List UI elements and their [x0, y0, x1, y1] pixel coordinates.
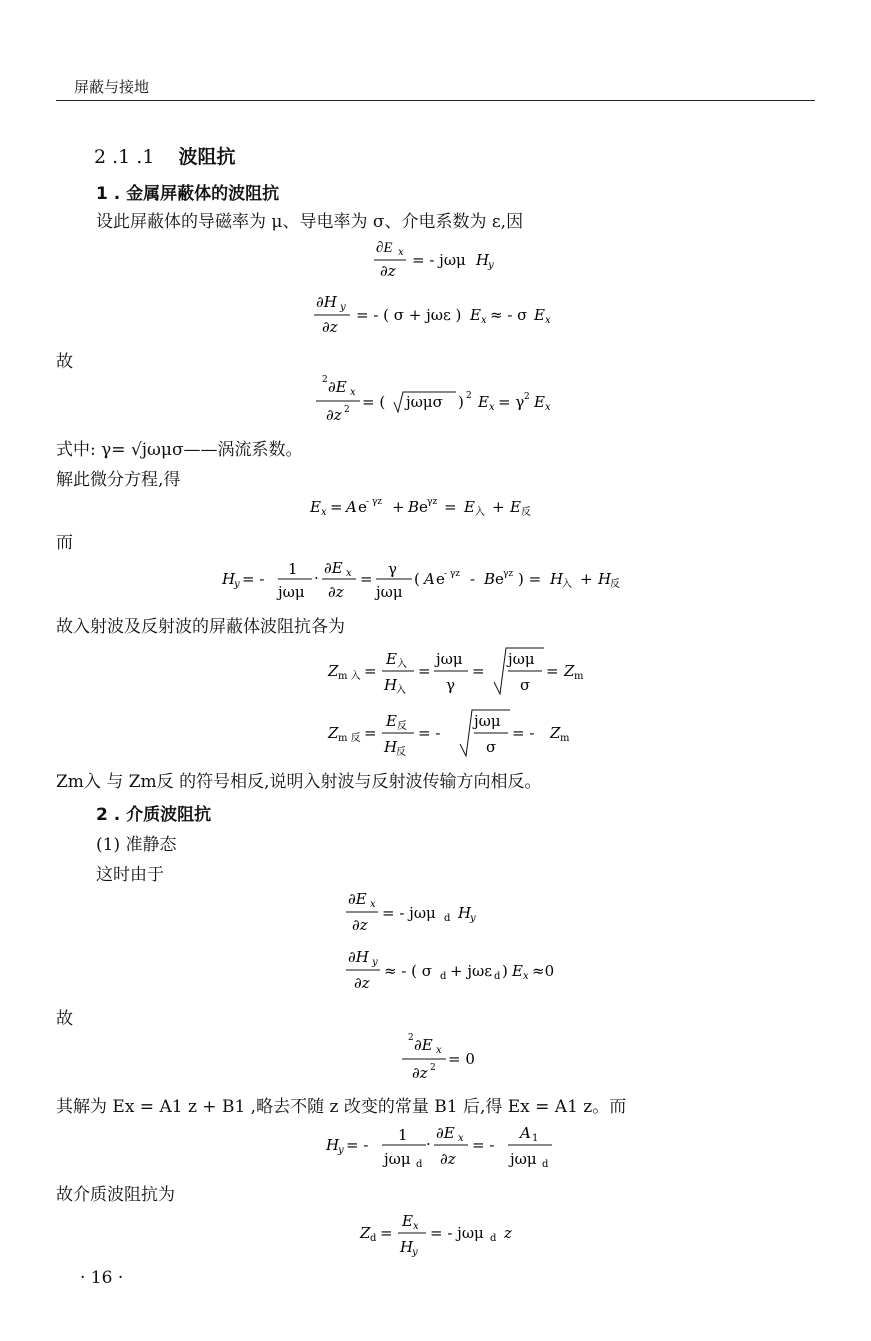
svg-text:jωμσ: jωμσ: [406, 393, 443, 411]
svg-text:=: =: [364, 662, 377, 680]
svg-text:x: x: [370, 899, 376, 910]
svg-text:=: =: [360, 570, 373, 588]
svg-text:d: d: [490, 1233, 497, 1244]
svg-text:∂E: ∂E: [328, 378, 347, 396]
svg-text:d: d: [440, 971, 447, 982]
svg-text:∂H: ∂H: [348, 948, 369, 966]
svg-text:H: H: [222, 570, 236, 588]
svg-text:e: e: [358, 498, 367, 516]
subsection-heading-2: 2 . 介质波阻抗: [96, 805, 212, 825]
svg-text:e: e: [495, 570, 504, 588]
svg-text:反: 反: [610, 579, 620, 590]
svg-text:≈ - ( σ: ≈ - ( σ: [384, 962, 433, 980]
svg-text:= -: = -: [346, 1136, 369, 1154]
svg-text:y: y: [470, 913, 476, 924]
svg-text:=: =: [364, 724, 377, 742]
section-heading: [94, 142, 236, 169]
svg-text:反: 反: [396, 747, 406, 758]
svg-text:E: E: [386, 650, 397, 668]
svg-text:= (: = (: [362, 393, 386, 411]
svg-text:d: d: [370, 1233, 377, 1244]
svg-text:x: x: [350, 387, 356, 398]
svg-text:γz: γz: [503, 569, 514, 579]
svg-text:(: (: [414, 570, 420, 588]
page-number: · 16 ·: [80, 1268, 124, 1288]
svg-text:- γz: - γz: [366, 497, 383, 507]
svg-text:= -: = -: [242, 570, 265, 588]
svg-text:γ: γ: [388, 560, 397, 578]
svg-text:∂z: ∂z: [322, 318, 338, 336]
svg-text:d: d: [416, 1159, 423, 1170]
section-number: 2 .1 .1: [94, 146, 155, 168]
svg-text:2: 2: [322, 375, 328, 385]
subsection-heading-1: 1 . 金属屏蔽体的波阻抗: [96, 184, 280, 204]
equation-3: [310, 372, 570, 424]
svg-text:=: =: [418, 662, 431, 680]
paragraph-solve: 解此微分方程,得: [56, 470, 181, 490]
svg-text:·: ·: [426, 1135, 431, 1153]
svg-text:∂z: ∂z: [412, 1064, 428, 1082]
svg-text:m 入: m 入: [338, 671, 361, 682]
svg-text:E: E: [464, 498, 475, 516]
paragraph-quasi: (1) 准静态: [96, 835, 177, 855]
svg-text:入: 入: [397, 659, 407, 670]
svg-text:∂z: ∂z: [354, 974, 370, 992]
svg-text:= 0: = 0: [448, 1050, 475, 1068]
paragraph-solution: 其解为 Ex = A1 z + B1 ,略去不随 z 改变的常量 B1 后,得 Ex = A1 z。而: [56, 1097, 627, 1117]
svg-text:x: x: [545, 402, 551, 413]
svg-text:x: x: [481, 315, 487, 326]
svg-text:E: E: [534, 393, 545, 411]
svg-text:x: x: [398, 247, 404, 258]
equation-4: [306, 492, 576, 522]
svg-text:·: ·: [314, 569, 319, 587]
equation-10: [396, 1030, 496, 1082]
equation-12: [356, 1208, 536, 1258]
svg-text:y: y: [412, 1247, 418, 1258]
paragraph-gu-1: 故: [56, 352, 73, 372]
svg-text:d: d: [494, 971, 501, 982]
svg-text:Z: Z: [328, 724, 339, 742]
svg-text:x: x: [321, 507, 327, 518]
svg-text:≈0: ≈0: [532, 962, 555, 980]
svg-text:= -: = -: [418, 724, 441, 742]
svg-text:2: 2: [344, 405, 350, 415]
paragraph-since: 这时由于: [96, 865, 164, 885]
svg-text:d: d: [444, 913, 451, 924]
svg-text:σ: σ: [486, 738, 497, 756]
paragraph-medium-intro: 故介质波阻抗为: [56, 1185, 175, 1205]
equation-11: [322, 1120, 562, 1170]
svg-text:) =: ) =: [518, 570, 542, 588]
svg-text:+ jωε: + jωε: [450, 962, 492, 980]
svg-text:E: E: [510, 498, 521, 516]
svg-text:E: E: [512, 962, 523, 980]
svg-text:y: y: [234, 579, 240, 590]
svg-text:σ: σ: [520, 676, 531, 694]
svg-text:jωμ: jωμ: [474, 712, 501, 730]
svg-text:∂H: ∂H: [316, 293, 337, 311]
svg-text:H: H: [550, 570, 564, 588]
equation-2: [306, 290, 576, 336]
svg-text:= γ: = γ: [498, 393, 525, 411]
svg-text:e: e: [419, 498, 428, 516]
paragraph-er: 而: [56, 533, 73, 553]
svg-text:∂z: ∂z: [352, 916, 368, 934]
svg-text:E: E: [534, 306, 545, 324]
svg-text:= - jωμ: = - jωμ: [382, 904, 436, 922]
svg-text:jωμ: jωμ: [436, 650, 463, 668]
svg-text:入: 入: [475, 507, 485, 518]
svg-text:B: B: [408, 498, 420, 516]
equation-5: [218, 556, 658, 604]
svg-text:A: A: [520, 1124, 531, 1142]
svg-text:m: m: [574, 671, 584, 682]
svg-text:x: x: [523, 971, 529, 982]
svg-text:=: =: [546, 662, 559, 680]
svg-text:A: A: [424, 570, 435, 588]
svg-text:A: A: [346, 498, 357, 516]
svg-text:Z: Z: [564, 662, 575, 680]
svg-text:y: y: [338, 1145, 344, 1156]
svg-text:∂E: ∂E: [436, 1124, 455, 1142]
paragraph-gu-2: 故: [56, 1009, 73, 1029]
svg-text:E: E: [478, 393, 489, 411]
svg-text:1: 1: [532, 1133, 539, 1144]
svg-text:=: =: [330, 498, 343, 516]
svg-text:2: 2: [430, 1063, 436, 1073]
svg-text:∂E: ∂E: [376, 240, 393, 256]
svg-text:e: e: [436, 570, 445, 588]
svg-text:- γz: - γz: [444, 569, 461, 579]
svg-text:H: H: [476, 251, 490, 269]
svg-text:1: 1: [398, 1126, 408, 1144]
header-rule: [56, 100, 815, 101]
equation-6: [324, 644, 594, 698]
svg-text:E: E: [402, 1212, 413, 1230]
svg-text:H: H: [384, 738, 398, 756]
svg-text:m 反: m 反: [338, 733, 361, 744]
svg-text:入: 入: [562, 579, 572, 590]
svg-text:H: H: [458, 904, 472, 922]
svg-text:Z: Z: [360, 1224, 371, 1242]
svg-text:E: E: [386, 712, 397, 730]
svg-text:x: x: [489, 402, 495, 413]
svg-text:z: z: [504, 1224, 512, 1242]
svg-text:+: +: [492, 498, 505, 516]
svg-text:): ): [502, 962, 508, 980]
svg-text:y: y: [488, 260, 494, 271]
paragraph-zm-note: Zm入 与 Zm反 的符号相反,说明入射波与反射波传输方向相反。: [56, 772, 542, 792]
running-header: 屏蔽与接地: [74, 78, 150, 96]
section-title: 波阻抗: [178, 146, 236, 168]
svg-text:x: x: [413, 1221, 419, 1232]
svg-text:x: x: [436, 1045, 442, 1056]
svg-text:1: 1: [288, 560, 298, 578]
svg-text:H: H: [400, 1238, 414, 1256]
svg-text:+: +: [580, 570, 593, 588]
svg-text:∂E: ∂E: [414, 1036, 433, 1054]
svg-text:E: E: [470, 306, 481, 324]
svg-text:Z: Z: [550, 724, 561, 742]
svg-text:γ: γ: [446, 676, 455, 694]
svg-text:x: x: [458, 1133, 464, 1144]
equation-1: [360, 236, 510, 280]
svg-text:H: H: [384, 676, 398, 694]
equation-8: [340, 888, 520, 934]
svg-text:反: 反: [397, 721, 407, 732]
paragraph: 设此屏蔽体的导磁率为 μ、导电率为 σ、介电系数为 ε,因: [96, 212, 524, 232]
svg-text:x: x: [545, 315, 551, 326]
svg-text:= - jωμ: = - jωμ: [412, 251, 466, 269]
svg-text:2: 2: [466, 391, 472, 401]
svg-text:2: 2: [408, 1033, 414, 1043]
svg-text:x: x: [346, 568, 352, 579]
svg-text:=: =: [472, 662, 485, 680]
svg-text:∂E: ∂E: [348, 890, 367, 908]
paragraph-where: 式中: γ= √jωμσ——涡流系数。: [56, 440, 303, 460]
svg-text:jωμ: jωμ: [278, 583, 305, 601]
svg-text:∂z: ∂z: [326, 406, 342, 424]
svg-text:+: +: [392, 498, 405, 516]
svg-text:≈ - σ: ≈ - σ: [490, 306, 528, 324]
svg-text:2: 2: [524, 392, 530, 402]
svg-text:∂E: ∂E: [324, 559, 343, 577]
svg-text:=: =: [380, 1224, 393, 1242]
paragraph-impedance-intro: 故入射波及反射波的屏蔽体波阻抗各为: [56, 617, 345, 637]
svg-text:m: m: [560, 733, 570, 744]
svg-text:H: H: [326, 1136, 340, 1154]
svg-text:= -: = -: [472, 1136, 495, 1154]
equation-7: [324, 706, 584, 760]
svg-text:∂z: ∂z: [440, 1150, 456, 1168]
svg-text:-: -: [470, 570, 476, 588]
svg-text:H: H: [598, 570, 612, 588]
svg-text:= - ( σ + jωε ): = - ( σ + jωε ): [356, 306, 462, 324]
svg-text:E: E: [310, 498, 321, 516]
svg-text:∂z: ∂z: [380, 262, 396, 280]
svg-text:= - jωμ: = - jωμ: [430, 1224, 484, 1242]
svg-text:jωμ: jωμ: [510, 1150, 537, 1168]
svg-text:jωμ: jωμ: [384, 1150, 411, 1168]
svg-text:反: 反: [521, 507, 531, 518]
svg-text:∂z: ∂z: [328, 583, 344, 601]
svg-text:y: y: [340, 302, 346, 313]
svg-text:Z: Z: [328, 662, 339, 680]
equation-9: [340, 944, 580, 994]
svg-text:B: B: [484, 570, 496, 588]
svg-text:= -: = -: [512, 724, 535, 742]
svg-text:γz: γz: [427, 497, 438, 507]
svg-text:jωμ: jωμ: [376, 583, 403, 601]
svg-text:): ): [458, 393, 464, 411]
svg-text:入: 入: [396, 685, 406, 696]
svg-text:jωμ: jωμ: [508, 650, 535, 668]
svg-text:=: =: [444, 498, 457, 516]
svg-text:y: y: [372, 957, 378, 968]
svg-text:d: d: [542, 1159, 549, 1170]
